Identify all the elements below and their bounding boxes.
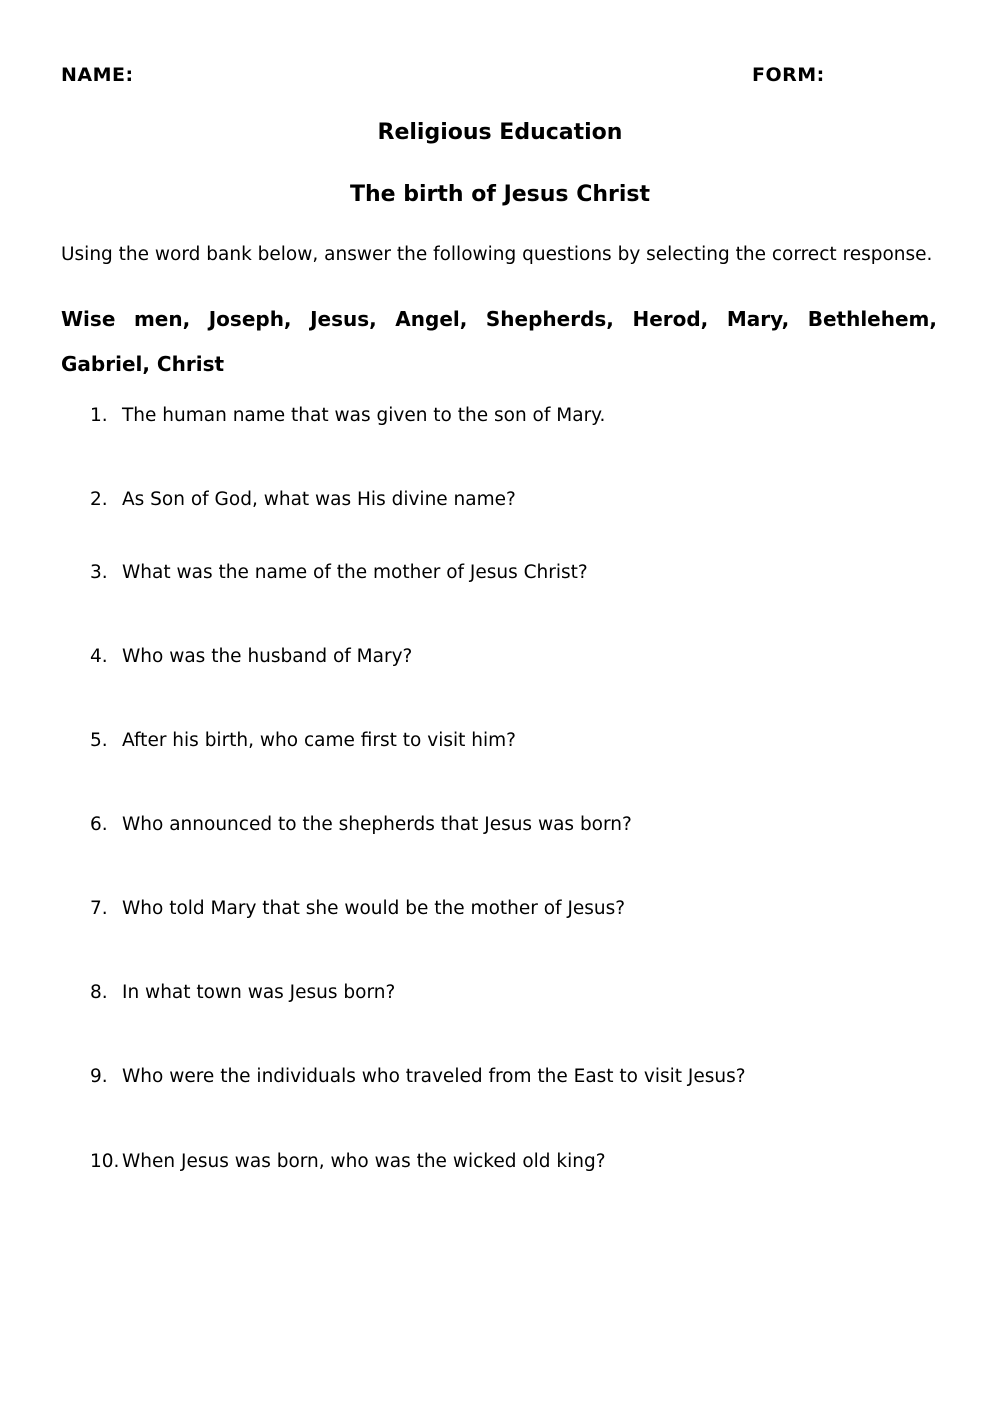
question-number: 4. xyxy=(90,646,108,667)
question-number: 6. xyxy=(90,814,108,835)
question-text: As Son of God, what was His divine name? xyxy=(122,489,516,510)
subject-title: Religious Education xyxy=(377,120,623,145)
question-item xyxy=(90,730,516,751)
question-item xyxy=(90,646,412,667)
question-number: 2. xyxy=(90,489,108,510)
question-number: 5. xyxy=(90,730,108,751)
question-item xyxy=(90,489,516,510)
word-bank: Wise men, Joseph, Jesus, Angel, Shepherds, Herod, Mary, Bethlehem, Gabriel, Christ xyxy=(61,307,937,376)
question-number: 8. xyxy=(90,982,108,1003)
question-item xyxy=(90,898,625,919)
question-item xyxy=(90,405,605,426)
question-number: 7. xyxy=(90,898,108,919)
question-text: When Jesus was born, who was the wicked old king? xyxy=(122,1151,606,1172)
question-text: Who announced to the shepherds that Jesus was born? xyxy=(122,814,632,835)
question-text: In what town was Jesus born? xyxy=(122,982,396,1003)
question-text: The human name that was given to the son of Mary. xyxy=(122,405,606,426)
question-item xyxy=(90,814,632,835)
question-item xyxy=(90,1151,606,1172)
name-label: NAME: xyxy=(61,64,134,86)
question-number: 1. xyxy=(90,405,108,426)
question-text: What was the name of the mother of Jesus Christ? xyxy=(122,562,588,583)
question-text: Who were the individuals who traveled from the East to visit Jesus? xyxy=(122,1066,746,1087)
topic-title: The birth of Jesus Christ xyxy=(350,182,650,207)
question-number: 3. xyxy=(90,562,108,583)
question-text: After his birth, who came first to visit him? xyxy=(122,730,516,751)
question-item xyxy=(90,982,395,1003)
question-item xyxy=(90,1066,746,1087)
question-number: 10. xyxy=(90,1151,120,1172)
question-text: Who told Mary that she would be the mother of Jesus? xyxy=(122,898,626,919)
question-text: Who was the husband of Mary? xyxy=(122,646,413,667)
question-item xyxy=(90,562,588,583)
instructions: Using the word bank below, answer the following questions by selecting the correct response. xyxy=(61,244,933,265)
form-label: FORM: xyxy=(752,64,825,86)
question-number: 9. xyxy=(90,1066,108,1087)
